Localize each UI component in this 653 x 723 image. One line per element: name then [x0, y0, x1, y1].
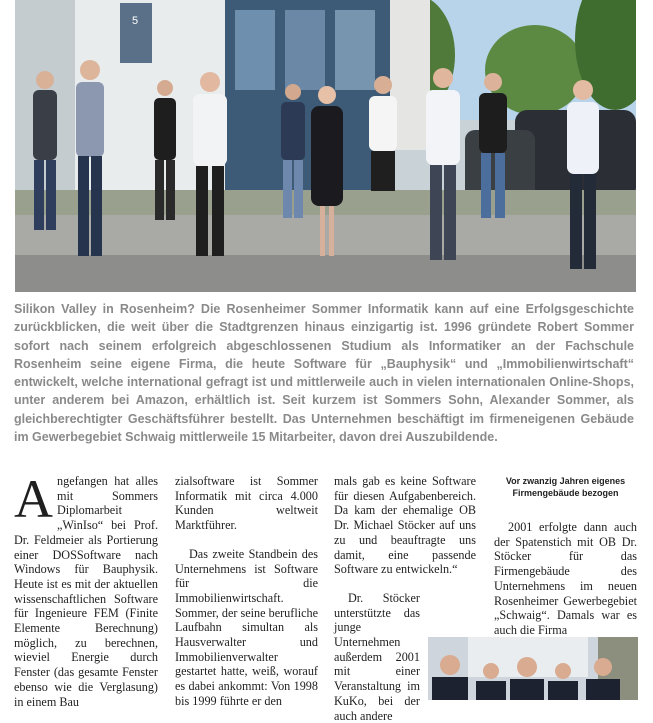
column-4-subheading: Vor zwanzig Jahren eigenes Firmengebäude bezogen: [505, 476, 626, 498]
lead-paragraph: Silikon Valley in Rosenheim? Die Rosenheimer Sommer Informatik kann auf eine Erfolgsgeschichte zurückblicken, die weit über die Stadtgrenzen hinaus einzigartig ist. 1996 gründete Robert Sommer sofort nach seinem erfolgreich abgeschlossenen Studium als Informatiker an der Fachschule Rosenheim seine eigene Firma, die heute Software für „Bauphysik“ und „Immobilienwirtschaft“ entwickelt, welche international gefragt ist und mittlerweile auch in vielen internationalen Online-Shops, unter anderem bei Amazon, erhältlich ist. Seit kurzem ist Sommers Sohn, Alexander Sommer, als gleichberechtigter Geschäftsführer bestellt. Das Unternehmen beschäftigt im firmeneigenen Gebäude im Gewerbegebiet Schwaig mittlerweile 15 Mitarbeiter, davon drei Auszubildende.: [14, 302, 634, 445]
article-column-4: [494, 520, 637, 638]
column-4-paragraph-1: 2001 erfolgte dann auch der Spatenstich mit OB Dr. Stöcker für das Firmengebäude des Unternehmens im neuen Rosenheimer Gewerbegebiet „Schwaig“. Damals war es auch die Firma: [494, 520, 637, 637]
article-column-1: [14, 469, 158, 709]
meeting-photo-icon: [428, 637, 638, 700]
column-2-paragraph-1: zialsoftware ist Sommer Informatik mit circa 4.000 Kunden weltweit Marktführer.: [175, 474, 318, 533]
svg-text:5: 5: [132, 15, 139, 27]
article-column-2: [175, 474, 318, 709]
column-2-paragraph-2: Das zweite Standbein des Unternehmens ist Software für die Immobilienwirtschaft. Sommer, der seine berufliche Laufbahn simultan als Hausverwalter und Immobilienverwalter gestartet hatte, weiß, worauf es dabei ankommt: Von 1998 bis 1999 führte er den: [175, 546, 319, 708]
meeting-photo: [428, 637, 638, 700]
column-1-text: ngefangen hat alles mit Sommers Diplomarbeit „WinIso“ bei Prof. Dr. Feldmeier als Portierung einer DOSSoftware nach Windows für Bauphysik. Heute ist es mit der aktuellen wissenschaftlichen Software für Ingenieure FEM (Finite Elemente Berechnung) möglich, zu berechnen, wieviel Energie durch Fenster (das gesamte Fenster ebenso wie die Verglasung) in einem Bau: [14, 474, 158, 709]
group-photo: [15, 0, 636, 292]
drop-cap: A: [14, 469, 53, 529]
column-3-paragraph-1: mals gab es keine Software für diesen Aufgabenbereich. Da kam der ehemalige OB Dr. Michael Stöcker auf uns zu und beauftragte uns damit, eine passende Software zu entwickeln.“: [334, 474, 476, 577]
group-photo-icon: [15, 0, 636, 292]
column-3-paragraph-2: Dr. Stöcker unterstützte das junge Unternehmen außerdem 2001 mit einer Veranstaltung im KuKo, bei der auch andere: [334, 590, 420, 723]
